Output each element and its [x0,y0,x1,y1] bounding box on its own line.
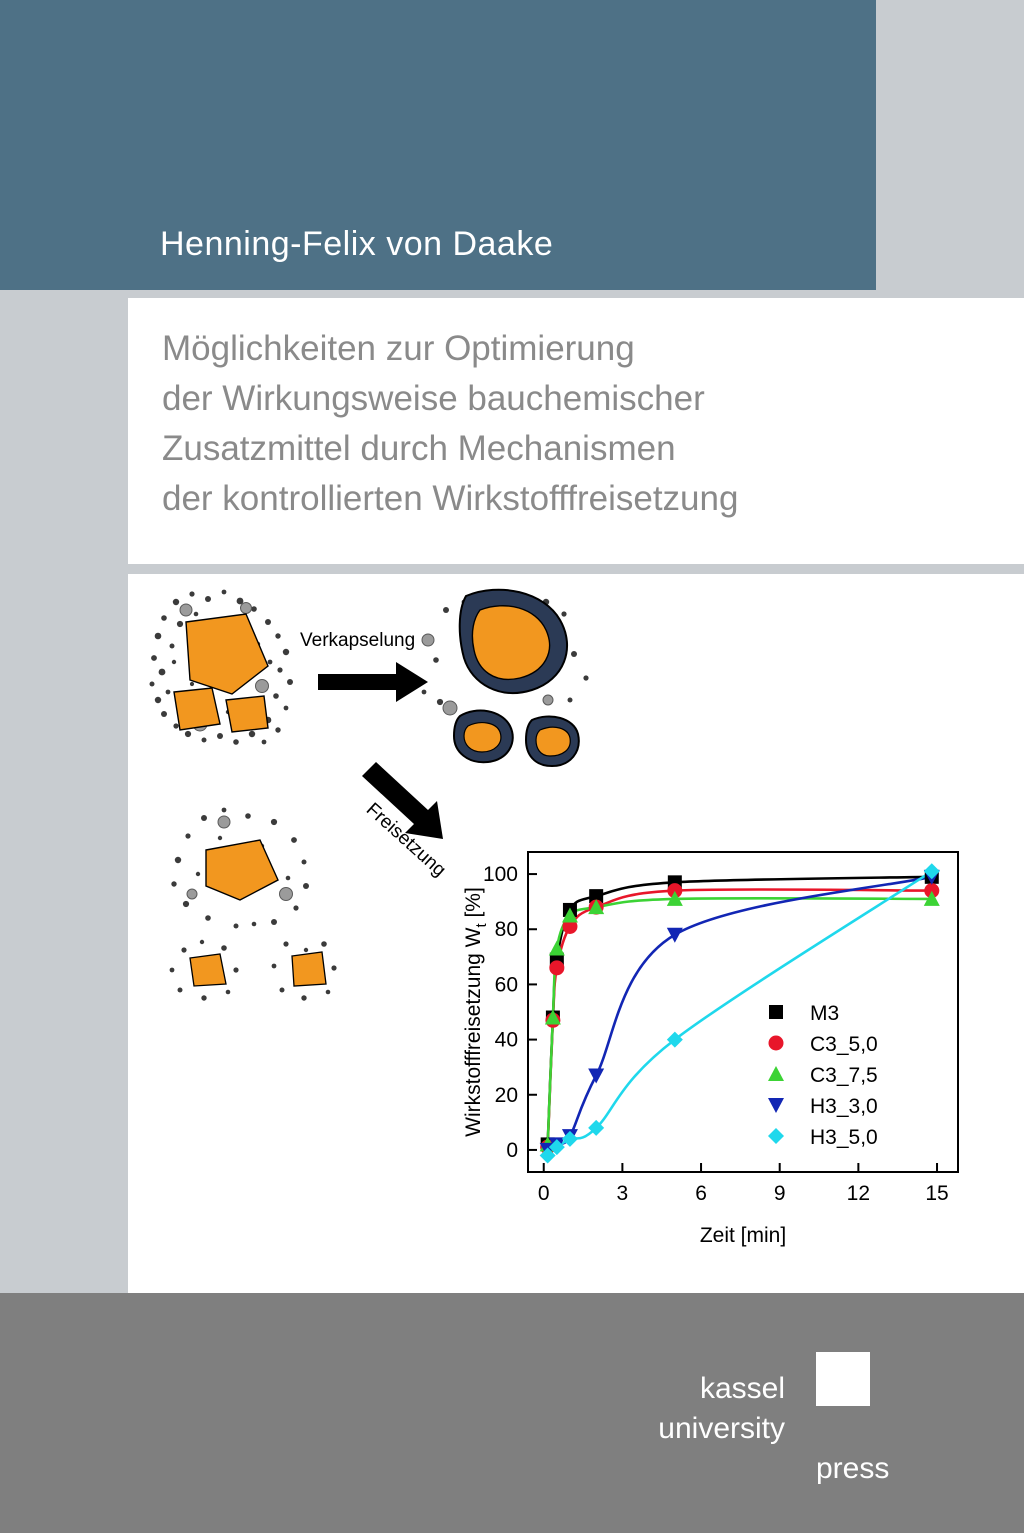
label-encapsulation: Verkapselung [300,630,416,651]
book-title [162,324,1002,524]
title-line-2: der Wirkungsweise bauchemischer [162,379,705,418]
x-tick-label: 15 [925,1182,949,1205]
arrow-encapsulation [318,662,428,702]
released-particle-cluster [170,808,337,1001]
svg-text:Wirkstofffreisetzung Wt [%]: Wirkstofffreisetzung $W_t$ [%] [462,887,490,1137]
legend-label-H3_3,0: H3_3,0 [810,1095,878,1118]
y-tick-label: 0 [506,1138,518,1162]
publisher-line-3: press [816,1452,890,1485]
x-tick-label: 3 [616,1182,629,1205]
x-tick-label: 9 [773,1182,786,1205]
release-chart [458,842,988,1262]
y-tick-label: 40 [494,1028,518,1052]
data-marker [769,1005,783,1019]
data-marker [769,1036,784,1051]
x-tick-label: 12 [846,1182,871,1205]
release-chart-svg [458,842,988,1262]
data-marker [549,960,564,975]
x-axis-label: Zeit [min] [699,1224,787,1247]
title-line-1: Möglichkeiten zur Optimierung [162,329,635,368]
y-tick-label: 20 [494,1083,518,1107]
title-panel [128,298,1024,564]
logo-square [816,1352,870,1406]
y-tick-label: 100 [482,863,518,887]
x-tick-label: 0 [537,1182,550,1205]
cover-figure-panel [128,574,1024,1293]
x-tick-label: 6 [695,1182,707,1205]
raw-particle-cluster [150,590,294,745]
author-name: Henning-Felix von Daake [160,225,554,263]
y-tick-label: 60 [494,973,518,997]
label-release: Freisetzung [361,799,450,882]
legend-label-C3_7,5: C3_7,5 [810,1064,878,1087]
y-tick-label: 80 [494,918,518,942]
publisher-logo [620,1352,960,1512]
publisher-line-1: kassel [699,1372,785,1405]
publisher-line-2: university [658,1412,785,1445]
title-line-3: Zusatzmittel durch Mechanismen [162,429,676,468]
header-band-right-margin [876,0,1024,290]
legend-label-C3_5,0: C3_5,0 [810,1033,878,1056]
encapsulated-particle-cluster [422,590,589,766]
title-line-4: der kontrollierten Wirkstofffreisetzung [162,479,739,518]
legend-label-H3_5,0: H3_5,0 [810,1126,878,1149]
y-axis-label [462,887,490,1137]
legend-label-M3: M3 [810,1002,840,1025]
